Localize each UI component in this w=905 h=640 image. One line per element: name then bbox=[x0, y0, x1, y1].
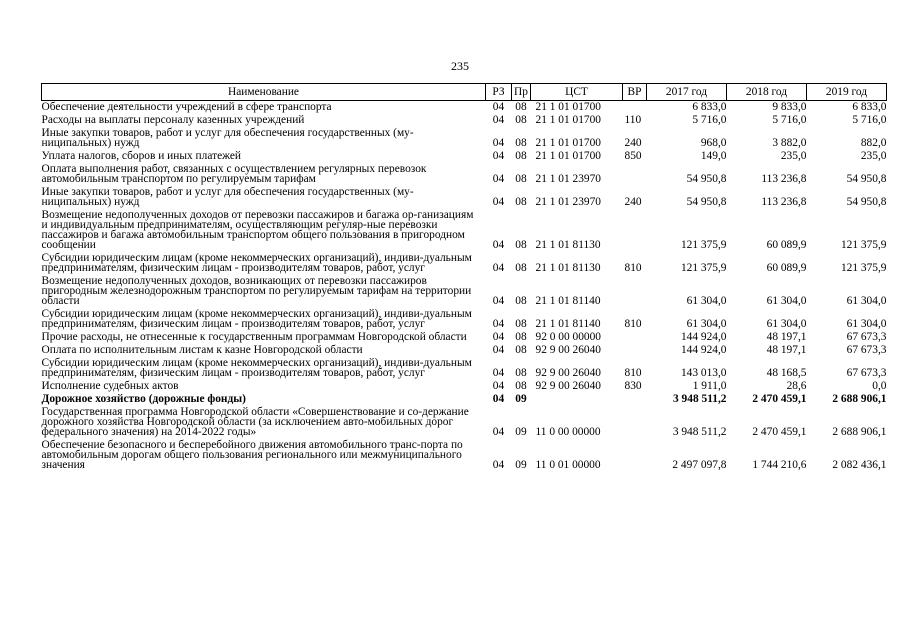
cell-2017: 1 911,0 bbox=[692, 380, 727, 392]
cell-name: Дорожное хозяйство (дорожные фонды) bbox=[41, 393, 246, 405]
cell-2018: 3 882,0 bbox=[772, 137, 807, 149]
cell-rz: 04 bbox=[492, 114, 505, 126]
cell-rz: 04 bbox=[492, 426, 505, 438]
cell-vr: 810 bbox=[624, 318, 642, 330]
cell-pr: 08 bbox=[515, 114, 527, 126]
cell-name: Расходы на выплаты персоналу казенных учреждений bbox=[41, 114, 305, 126]
cell-pr: 08 bbox=[515, 196, 527, 208]
cell-2019: 2 082 436,1 bbox=[832, 459, 887, 471]
cell-name: Прочие расходы, не отнесенные к государственным программам Новгородской области bbox=[41, 331, 467, 343]
cell-cst: 21 1 01 81130 bbox=[535, 239, 601, 251]
cell-name: Исполнение судебных актов bbox=[41, 380, 179, 392]
cell-2017: 144 924,0 bbox=[680, 331, 727, 343]
cell-vr: 810 bbox=[624, 262, 642, 274]
cell-2018: 1 744 210,6 bbox=[752, 459, 807, 471]
cell-name: Иные закупки товаров, работ и услуг для обеспечения государственных (му-ниципальных) нужд bbox=[41, 127, 414, 149]
cell-2017: 61 304,0 bbox=[686, 318, 727, 330]
cell-rz: 04 bbox=[492, 344, 505, 356]
cell-2017: 143 013,0 bbox=[680, 367, 727, 379]
table-row bbox=[42, 252, 887, 275]
cell-pr: 08 bbox=[515, 137, 527, 149]
cell-vr: 240 bbox=[624, 196, 642, 208]
cell-cst: 21 1 01 01700 bbox=[535, 101, 601, 113]
cell-name: Возмещение недополученных доходов, возникающих от перевозки пассажиров пригородным железнодорожным транспортом по регулируемым тарифам на территории области bbox=[41, 275, 472, 307]
cell-name: Обеспечение деятельности учреждений в сфере транспорта bbox=[41, 101, 332, 113]
cell-2019: 54 950,8 bbox=[846, 196, 887, 208]
cell-2018: 113 236,8 bbox=[761, 196, 807, 208]
cell-2017: 2 497 097,8 bbox=[672, 459, 727, 471]
cell-pr: 08 bbox=[515, 101, 527, 113]
cell-2017: 61 304,0 bbox=[686, 295, 727, 307]
table-row bbox=[42, 439, 887, 472]
cell-cst: 11 0 01 00000 bbox=[535, 459, 601, 471]
cell-vr bbox=[623, 406, 647, 439]
header-vr: ВР bbox=[623, 84, 647, 101]
header-cst: ЦСТ bbox=[531, 84, 623, 101]
cell-vr bbox=[623, 275, 647, 308]
cell-cst: 21 1 01 01700 bbox=[535, 150, 601, 162]
cell-vr: 810 bbox=[624, 367, 642, 379]
cell-2017: 5 716,0 bbox=[692, 114, 727, 126]
table-row bbox=[42, 331, 887, 344]
cell-cst: 21 1 01 01700 bbox=[535, 114, 601, 126]
cell-name: Возмещение недополученных доходов от перевозки пассажиров и багажа ор-ганизациям и индивидуальным предпринимателям, осуществляющим регуляр-ные перевозки пассажиров и багажа автомобильным транспортом общего пользования в пригородном сообщении bbox=[41, 209, 474, 251]
table-body bbox=[42, 101, 887, 473]
cell-2018: 61 304,0 bbox=[766, 318, 807, 330]
header-name: Наименование bbox=[42, 84, 486, 101]
cell-2017: 968,0 bbox=[700, 137, 727, 149]
cell-2018: 48 197,1 bbox=[766, 344, 807, 356]
table-row bbox=[42, 114, 887, 127]
cell-rz: 04 bbox=[492, 239, 505, 251]
cell-2019: 121 375,9 bbox=[840, 262, 887, 274]
cell-vr bbox=[623, 393, 647, 406]
cell-cst: 21 1 01 81140 bbox=[535, 295, 601, 307]
budget-table bbox=[41, 83, 887, 472]
cell-2017: 121 375,9 bbox=[680, 239, 727, 251]
cell-rz: 04 bbox=[492, 137, 505, 149]
cell-2017: 121 375,9 bbox=[680, 262, 727, 274]
table-row bbox=[42, 150, 887, 163]
cell-2018: 60 089,9 bbox=[766, 262, 807, 274]
cell-name: Уплата налогов, сборов и иных платежей bbox=[41, 150, 241, 162]
cell-cst bbox=[531, 393, 623, 406]
cell-2018: 61 304,0 bbox=[766, 295, 807, 307]
cell-2017: 149,0 bbox=[700, 150, 727, 162]
cell-pr: 09 bbox=[515, 426, 527, 438]
cell-2019: 54 950,8 bbox=[846, 173, 887, 185]
table-row bbox=[42, 406, 887, 439]
cell-2019: 2 688 906,1 bbox=[832, 393, 887, 405]
cell-pr: 08 bbox=[515, 380, 527, 392]
cell-vr: 830 bbox=[624, 380, 642, 392]
cell-vr bbox=[623, 163, 647, 186]
cell-pr: 08 bbox=[515, 318, 527, 330]
cell-cst: 92 9 00 26040 bbox=[535, 367, 601, 379]
cell-cst: 21 1 01 01700 bbox=[535, 137, 601, 149]
cell-vr bbox=[623, 331, 647, 344]
cell-name: Оплата выполнения работ, связанных с осуществлением регулярных перевозок автомобильным транспортом по регулируемым тарифам bbox=[41, 163, 427, 185]
cell-vr bbox=[623, 101, 647, 115]
cell-cst: 92 9 00 26040 bbox=[535, 344, 601, 356]
cell-vr bbox=[623, 209, 647, 252]
header-2017: 2017 год bbox=[647, 84, 727, 101]
cell-rz: 04 bbox=[492, 459, 505, 471]
table-row bbox=[42, 393, 887, 406]
cell-2017: 3 948 511,2 bbox=[672, 426, 727, 438]
cell-name: Иные закупки товаров, работ и услуг для обеспечения государственных (му-ниципальных) нужд bbox=[41, 186, 414, 208]
cell-vr bbox=[623, 344, 647, 357]
cell-2019: 0,0 bbox=[872, 380, 887, 392]
cell-2018: 2 470 459,1 bbox=[752, 393, 807, 405]
table-row bbox=[42, 209, 887, 252]
header-2018: 2018 год bbox=[727, 84, 807, 101]
cell-rz: 04 bbox=[492, 380, 505, 392]
cell-2019: 2 688 906,1 bbox=[832, 426, 887, 438]
cell-2018: 28,6 bbox=[786, 380, 807, 392]
table-header-row bbox=[42, 84, 887, 101]
cell-vr: 850 bbox=[624, 150, 642, 162]
cell-2019: 61 304,0 bbox=[846, 295, 887, 307]
cell-2018: 48 168,5 bbox=[766, 367, 807, 379]
cell-rz: 04 bbox=[492, 393, 505, 405]
cell-rz: 04 bbox=[492, 173, 505, 185]
cell-cst: 21 1 01 81140 bbox=[535, 318, 601, 330]
table-row bbox=[42, 163, 887, 186]
cell-2019: 121 375,9 bbox=[840, 239, 887, 251]
cell-2019: 882,0 bbox=[860, 137, 887, 149]
cell-rz: 04 bbox=[492, 262, 505, 274]
cell-2019: 235,0 bbox=[860, 150, 887, 162]
header-2019: 2019 год bbox=[807, 84, 887, 101]
cell-2019: 6 833,0 bbox=[852, 101, 887, 113]
cell-2017: 54 950,8 bbox=[686, 196, 727, 208]
cell-cst: 92 9 00 26040 bbox=[535, 380, 601, 392]
cell-name: Субсидии юридическим лицам (кроме некоммерческих организаций), индиви-дуальным предпринимателям, физическим лицам - производителям товаров, работ, услуг bbox=[41, 252, 472, 274]
cell-pr: 09 bbox=[515, 393, 527, 405]
cell-pr: 08 bbox=[515, 150, 527, 162]
cell-2018: 9 833,0 bbox=[772, 101, 807, 113]
header-pr: Пр bbox=[512, 84, 531, 101]
header-rz: РЗ bbox=[486, 84, 512, 101]
cell-cst: 21 1 01 81130 bbox=[535, 262, 601, 274]
cell-rz: 04 bbox=[492, 101, 505, 113]
cell-2017: 3 948 511,2 bbox=[673, 393, 727, 405]
cell-2019: 67 673,3 bbox=[846, 331, 887, 343]
cell-cst: 92 0 00 00000 bbox=[535, 331, 601, 343]
cell-vr bbox=[623, 439, 647, 472]
cell-cst: 21 1 01 23970 bbox=[535, 173, 601, 185]
cell-vr: 110 bbox=[624, 114, 642, 126]
cell-pr: 08 bbox=[515, 367, 527, 379]
table-row bbox=[42, 186, 887, 209]
cell-2017: 54 950,8 bbox=[686, 173, 727, 185]
cell-pr: 08 bbox=[515, 173, 527, 185]
cell-2018: 2 470 459,1 bbox=[752, 426, 807, 438]
cell-pr: 08 bbox=[515, 262, 527, 274]
cell-cst: 11 0 00 00000 bbox=[535, 426, 601, 438]
cell-2018: 113 236,8 bbox=[761, 173, 807, 185]
cell-2017: 144 924,0 bbox=[680, 344, 727, 356]
cell-pr: 08 bbox=[515, 344, 527, 356]
cell-pr: 08 bbox=[515, 239, 527, 251]
table-row bbox=[42, 357, 887, 380]
cell-cst: 21 1 01 23970 bbox=[535, 196, 601, 208]
cell-2019: 5 716,0 bbox=[852, 114, 887, 126]
cell-name: Оплата по исполнительным листам к казне Новгородской области bbox=[41, 344, 363, 356]
cell-2019: 67 673,3 bbox=[846, 344, 887, 356]
cell-rz: 04 bbox=[492, 295, 505, 307]
cell-rz: 04 bbox=[492, 331, 505, 343]
cell-2018: 235,0 bbox=[780, 150, 807, 162]
table-row bbox=[42, 101, 887, 115]
table-row bbox=[42, 308, 887, 331]
cell-2019: 67 673,3 bbox=[846, 367, 887, 379]
cell-2019: 61 304,0 bbox=[846, 318, 887, 330]
cell-pr: 08 bbox=[515, 295, 527, 307]
page-number: 235 bbox=[451, 59, 469, 73]
cell-name: Субсидии юридическим лицам (кроме некоммерческих организаций), индиви-дуальным предпринимателям, физическим лицам - производителям товаров, работ, услуг bbox=[41, 357, 472, 379]
cell-2018: 5 716,0 bbox=[772, 114, 807, 126]
cell-pr: 08 bbox=[515, 331, 527, 343]
cell-rz: 04 bbox=[492, 318, 505, 330]
table-row bbox=[42, 380, 887, 393]
cell-2017: 6 833,0 bbox=[692, 101, 727, 113]
cell-name: Обеспечение безопасного и бесперебойного движения автомобильного транс-порта по автомобильным дорогам общего пользования регионального или межмуниципального значения bbox=[41, 439, 463, 471]
table-row bbox=[42, 275, 887, 308]
table-row bbox=[42, 127, 887, 150]
cell-2018: 60 089,9 bbox=[766, 239, 807, 251]
cell-name: Субсидии юридическим лицам (кроме некоммерческих организаций), индиви-дуальным предпринимателям, физическим лицам - производителям товаров, работ, услуг bbox=[41, 308, 472, 330]
cell-rz: 04 bbox=[492, 367, 505, 379]
cell-vr: 240 bbox=[624, 137, 642, 149]
cell-name: Государственная программа Новгородской области «Совершенствование и со-держание дорожного хозяйства Новгородской области (за исключением авто-мобильных дорог федерального значения) на 2014-2022 годы» bbox=[41, 406, 469, 438]
cell-rz: 04 bbox=[492, 196, 505, 208]
cell-2018: 48 197,1 bbox=[766, 331, 807, 343]
cell-rz: 04 bbox=[492, 150, 505, 162]
cell-pr: 09 bbox=[515, 459, 527, 471]
table-row bbox=[42, 344, 887, 357]
